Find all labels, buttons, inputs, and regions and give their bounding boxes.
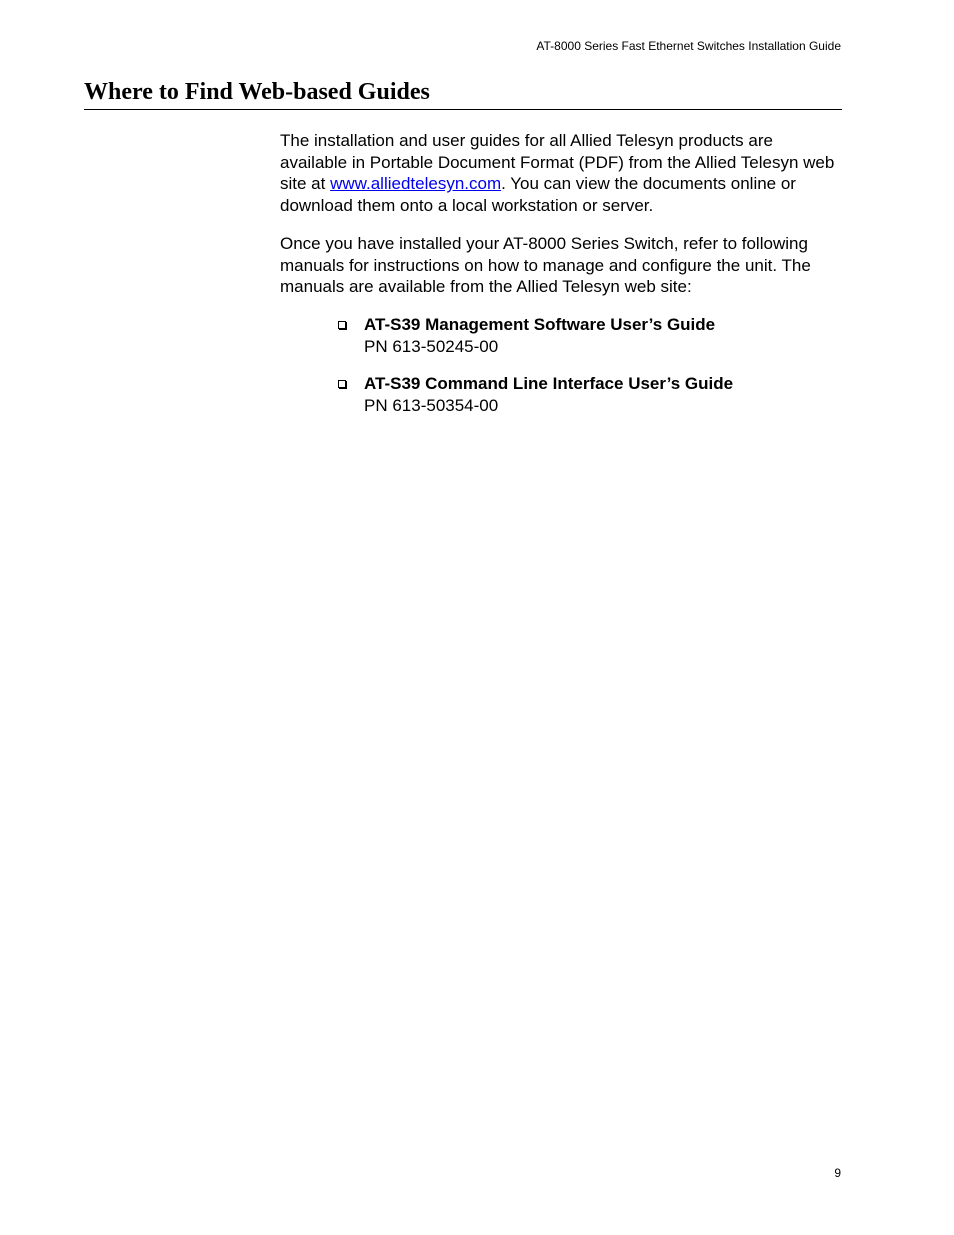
allied-telesyn-website-link[interactable]: www.alliedtelesyn.com — [330, 174, 502, 194]
list-item — [336, 373, 842, 416]
guide-title: AT-S39 Management Software User’s Guide — [364, 315, 716, 334]
checkbox-icon — [338, 321, 346, 329]
list-item — [336, 314, 842, 357]
intro-text-before-link: The installation and user guides for all Allied Telesyn products are available in Portable Document Format (PDF) from the Allied Telesyn web site at — [280, 131, 835, 194]
manuals-paragraph: Once you have installed your AT-8000 Series Switch, refer to following manuals for instructions on how to manage and configure the unit. The manuals are available from the Allied Telesyn web site: — [280, 234, 811, 297]
intro-text-after-link: . You can view the documents online or download them onto a local workstation or server. — [280, 174, 796, 215]
page-number: 9 — [834, 1166, 841, 1180]
guide-title: AT-S39 Command Line Interface User’s Guide — [364, 374, 734, 394]
guide-part-number: PN 613-50245-00 — [364, 336, 499, 356]
guide-part-number: PN 613-50354-00 — [364, 395, 499, 415]
intro-paragraph — [280, 130, 842, 216]
checkbox-icon — [338, 380, 346, 388]
section-title: Where to Find Web-based Guides — [84, 79, 430, 105]
title-divider — [84, 109, 842, 110]
running-header: AT-8000 Series Fast Ethernet Switches Installation Guide — [536, 39, 841, 53]
guide-list — [336, 314, 842, 432]
